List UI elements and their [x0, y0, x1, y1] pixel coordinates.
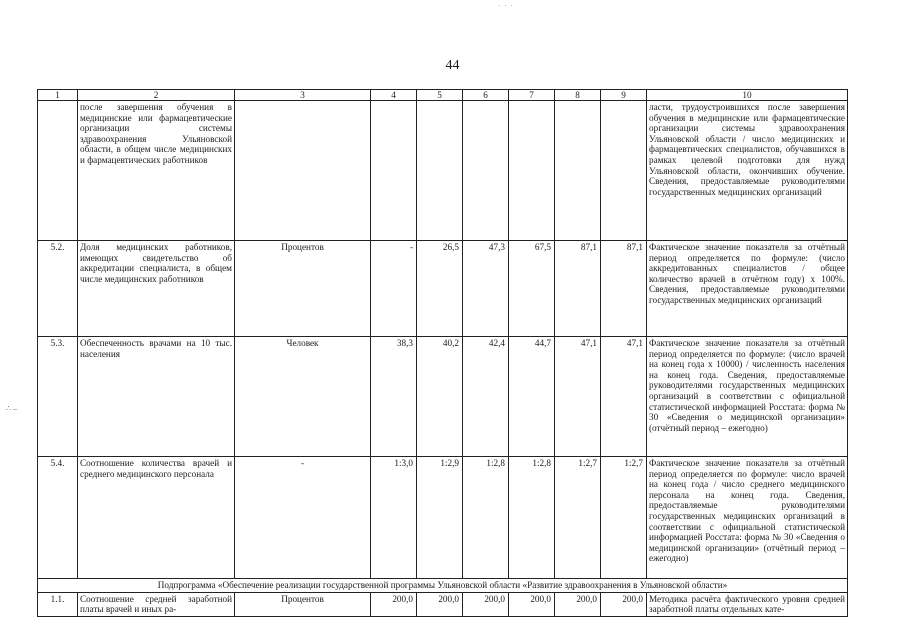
unit	[235, 101, 371, 241]
value-cell: 200,0	[417, 592, 463, 616]
column-header: 3	[235, 90, 371, 101]
calculation-method: Фактическое значение показателя за отчётный период определяется по формуле: (число врачей на конец года x 10000) / численность населения на конец года. Сведения, предоставляемые руководителями государственных медицинских организаций в соответствии с официальной статистической информацией Росстата: форма № 30 «Сведения о медицинской организации» (отчётный период – ежегодно)	[647, 337, 848, 457]
column-header: 2	[78, 90, 235, 101]
row-number	[38, 101, 78, 241]
value-cell: 1:2,7	[555, 457, 601, 579]
value-cell	[417, 101, 463, 241]
value-cell: 47,3	[463, 241, 509, 337]
calculation-method: Методика расчёта фактического уровня средней заработной платы отдельных кате-	[647, 592, 848, 616]
value-cell	[601, 101, 647, 241]
subprogram-row	[38, 579, 848, 593]
value-cell: 87,1	[601, 241, 647, 337]
value-cell	[509, 101, 555, 241]
table-row	[38, 592, 848, 616]
value-cell: 1:2,9	[417, 457, 463, 579]
indicator-name: Обеспеченность врачами на 10 тыс. населения	[78, 337, 235, 457]
column-header: 8	[555, 90, 601, 101]
value-cell: 200,0	[555, 592, 601, 616]
column-header: 9	[601, 90, 647, 101]
value-cell	[555, 101, 601, 241]
table-row	[38, 337, 848, 457]
value-cell: 42,4	[463, 337, 509, 457]
column-header: 1	[38, 90, 78, 101]
row-number: 5.2.	[38, 241, 78, 337]
column-header: 5	[417, 90, 463, 101]
scan-artifact-top: · · ·	[498, 2, 514, 10]
value-cell: 67,5	[509, 241, 555, 337]
indicator-name: Доля медицинских работников, имеющих свидетельство об аккредитации специалиста, в общем числе медицинских работников	[78, 241, 235, 337]
scan-artifact-margin: ∴ ‒	[6, 404, 18, 413]
value-cell: 200,0	[601, 592, 647, 616]
value-cell	[463, 101, 509, 241]
value-cell: 200,0	[371, 592, 417, 616]
indicator-name: после завершения обучения в медицинские или фармацевтические организации системы здравоохранения Ульяновской области, в общем числе медицинских и фармацевтических работников	[78, 101, 235, 241]
indicator-name: Соотношение количества врачей и среднего медицинского персонала	[78, 457, 235, 579]
indicator-name: Соотношение средней заработной платы врачей и иных ра-	[78, 592, 235, 616]
value-cell: 1:2,8	[509, 457, 555, 579]
calculation-method: Фактическое значение показателя за отчётный период определяется по формуле: (число аккредитованных специалистов / общее количество врачей в отчётном году) x 100%. Сведения, предоставляемые руководителями государственных медицинских организаций	[647, 241, 848, 337]
column-header: 7	[509, 90, 555, 101]
unit: Человек	[235, 337, 371, 457]
value-cell: 38,3	[371, 337, 417, 457]
value-cell: 1:2,8	[463, 457, 509, 579]
row-number: 5.4.	[38, 457, 78, 579]
calculation-method: ласти, трудоустроившихся после завершения обучения в медицинские или фармацевтические организации системы здравоохранения Ульяновской области / число медицинских и фармацевтических специалистов, обучавшихся в рамках целевой подготовки для нужд Ульяновской области, окончивших обучение. Сведения, предоставляемые руководителями государственных медицинских организаций	[647, 101, 848, 241]
value-cell: 47,1	[601, 337, 647, 457]
value-cell: 87,1	[555, 241, 601, 337]
table-header-row	[38, 90, 848, 101]
row-number: 5.3.	[38, 337, 78, 457]
value-cell: -	[371, 241, 417, 337]
value-cell: 26,5	[417, 241, 463, 337]
table-row	[38, 101, 848, 241]
value-cell: 1:3,0	[371, 457, 417, 579]
page-number: 44	[445, 58, 460, 73]
subprogram-title: Подпрограмма «Обеспечение реализации государственной программы Ульяновской области «Развитие здравоохранения в Ульяновской области»	[38, 579, 848, 593]
value-cell: 200,0	[463, 592, 509, 616]
value-cell	[371, 101, 417, 241]
value-cell: 44,7	[509, 337, 555, 457]
value-cell: 200,0	[509, 592, 555, 616]
table-row	[38, 241, 848, 337]
column-header: 4	[371, 90, 417, 101]
value-cell: 1:2,7	[601, 457, 647, 579]
row-number: 1.1.	[38, 592, 78, 616]
calculation-method: Фактическое значение показателя за отчётный период определяется по формуле: число врачей на конец года / число среднего медицинского персонала на конец года. Сведения, предоставляемые руководителями государственных медицинских организаций в соответствии с официальной статистической информацией Росстата: форма № 30 «Сведения о медицинской организации» (отчётный период – ежегодно)	[647, 457, 848, 579]
column-header: 10	[647, 90, 848, 101]
value-cell: 47,1	[555, 337, 601, 457]
unit: Процентов	[235, 592, 371, 616]
table-row	[38, 457, 848, 579]
indicators-table	[37, 89, 848, 617]
unit: Процентов	[235, 241, 371, 337]
column-header: 6	[463, 90, 509, 101]
value-cell: 40,2	[417, 337, 463, 457]
unit: -	[235, 457, 371, 579]
